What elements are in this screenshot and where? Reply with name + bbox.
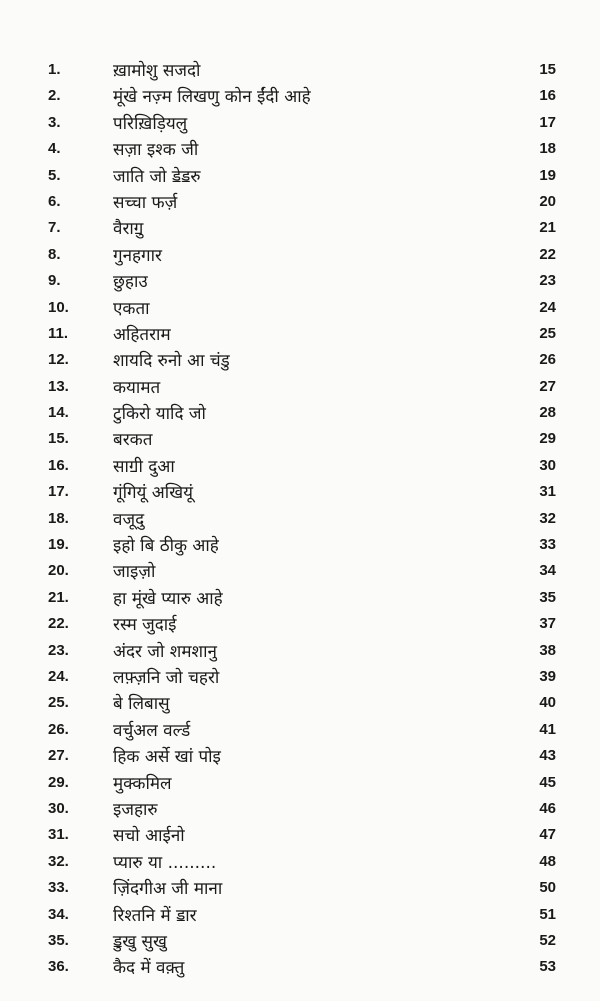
toc-entry-page-number: 32 bbox=[539, 509, 556, 527]
toc-entry-page-number: 22 bbox=[539, 245, 556, 263]
toc-entry bbox=[0, 955, 600, 981]
toc-entry-title: अहितराम bbox=[113, 324, 171, 345]
toc-entry-page-number: 37 bbox=[539, 615, 556, 633]
toc-entry-title: बरकत bbox=[113, 430, 153, 451]
toc-entry bbox=[0, 322, 600, 348]
toc-entry-page-number: 17 bbox=[539, 113, 556, 131]
toc-entry-page-number: 53 bbox=[539, 958, 556, 976]
toc-entry-page-number: 20 bbox=[539, 192, 556, 210]
toc-entry-title: टुकिरो यादि जो bbox=[113, 404, 206, 425]
toc-entry-title: सच्चा फर्ज़ bbox=[113, 192, 178, 213]
toc-entry-page-number: 50 bbox=[539, 879, 556, 897]
toc-entry-page-number: 23 bbox=[539, 272, 556, 290]
toc-entry-page-number: 52 bbox=[539, 931, 556, 949]
toc-entry-number: 15. bbox=[48, 430, 69, 448]
toc-entry bbox=[0, 876, 600, 902]
toc-entry-number: 3. bbox=[48, 113, 61, 131]
toc-entry-number: 16. bbox=[48, 456, 69, 474]
toc-entry bbox=[0, 137, 600, 163]
toc-entry bbox=[0, 84, 600, 110]
toc-entry bbox=[0, 665, 600, 691]
toc-entry-page-number: 38 bbox=[539, 641, 556, 659]
toc-entry-number: 21. bbox=[48, 588, 69, 606]
toc-entry bbox=[0, 480, 600, 506]
toc-entry-title: ज़िंदगीअ जी माना bbox=[113, 879, 223, 900]
toc-entry-number: 9. bbox=[48, 272, 61, 290]
toc-entry-page-number: 27 bbox=[539, 377, 556, 395]
toc-entry bbox=[0, 797, 600, 823]
toc-entry bbox=[0, 507, 600, 533]
toc-entry bbox=[0, 612, 600, 638]
toc-entry-title: एकता bbox=[113, 298, 150, 319]
toc-entry-page-number: 48 bbox=[539, 852, 556, 870]
toc-entry-number: 33. bbox=[48, 879, 69, 897]
toc-entry bbox=[0, 375, 600, 401]
toc-entry-number: 8. bbox=[48, 245, 61, 263]
toc-entry-title: ॾुखु सुखु bbox=[113, 931, 167, 952]
toc-entry bbox=[0, 296, 600, 322]
toc-entry-number: 34. bbox=[48, 905, 69, 923]
toc-entry-number: 23. bbox=[48, 641, 69, 659]
toc-entry-title: हा मूंखे प्यारु आहे bbox=[113, 588, 223, 609]
toc-entry-title: साॻी दुआ bbox=[113, 456, 175, 477]
toc-entry-title: प्यारु या ......... bbox=[113, 852, 217, 873]
toc-entry-page-number: 21 bbox=[539, 219, 556, 237]
toc-list bbox=[0, 58, 600, 982]
toc-entry-number: 25. bbox=[48, 694, 69, 712]
toc-entry-page-number: 19 bbox=[539, 166, 556, 184]
toc-entry-page-number: 47 bbox=[539, 826, 556, 844]
toc-entry-page-number: 26 bbox=[539, 351, 556, 369]
toc-entry-number: 36. bbox=[48, 958, 69, 976]
toc-entry bbox=[0, 111, 600, 137]
toc-entry bbox=[0, 454, 600, 480]
toc-entry-title: मूंखे नज़्म लिखणु कोन ईंदी आहे bbox=[113, 87, 311, 108]
toc-entry-page-number: 39 bbox=[539, 667, 556, 685]
toc-entry-title: परिख़िड़ियलु bbox=[113, 113, 188, 134]
toc-entry bbox=[0, 639, 600, 665]
toc-entry-title: बे लिबासु bbox=[113, 694, 170, 715]
toc-entry-number: 29. bbox=[48, 773, 69, 791]
toc-entry-number: 18. bbox=[48, 509, 69, 527]
toc-entry-page-number: 31 bbox=[539, 483, 556, 501]
toc-entry-page-number: 28 bbox=[539, 404, 556, 422]
toc-entry bbox=[0, 216, 600, 242]
toc-entry bbox=[0, 586, 600, 612]
toc-entry-page-number: 46 bbox=[539, 799, 556, 817]
toc-entry-title: जाति जो ॾेॾरु bbox=[113, 166, 201, 187]
toc-entry bbox=[0, 243, 600, 269]
toc-entry-page-number: 43 bbox=[539, 747, 556, 765]
toc-entry bbox=[0, 691, 600, 717]
toc-entry-number: 5. bbox=[48, 166, 61, 184]
toc-entry bbox=[0, 427, 600, 453]
toc-entry-title: कयामत bbox=[113, 377, 161, 398]
toc-entry-title: इहो बि ठीकु आहे bbox=[113, 536, 219, 557]
toc-entry-number: 24. bbox=[48, 667, 69, 685]
toc-entry-number: 30. bbox=[48, 799, 69, 817]
toc-entry-title: शायदि रुनो आ चंडु bbox=[113, 351, 230, 372]
toc-entry-number: 4. bbox=[48, 140, 61, 158]
toc-entry-page-number: 45 bbox=[539, 773, 556, 791]
toc-entry-title: रिश्तनि में ॾार bbox=[113, 905, 197, 926]
toc-entry-number: 7. bbox=[48, 219, 61, 237]
toc-entry-title: ख़ामोशु सजदो bbox=[113, 61, 201, 81]
toc-entry-number: 14. bbox=[48, 404, 69, 422]
toc-entry-page-number: 51 bbox=[539, 905, 556, 923]
toc-entry bbox=[0, 164, 600, 190]
toc-entry-page-number: 25 bbox=[539, 324, 556, 342]
toc-entry-title: रस्म जुदाई bbox=[113, 615, 177, 636]
toc-entry bbox=[0, 401, 600, 427]
toc-entry-title: इजहारु bbox=[113, 799, 158, 820]
toc-entry-title: जाइज़ो bbox=[113, 562, 156, 583]
toc-entry bbox=[0, 559, 600, 585]
toc-entry-title: गूंगियूं अखियूं bbox=[113, 483, 193, 504]
toc-entry-title: सज़ा इश्क जी bbox=[113, 140, 199, 161]
toc-entry-title: छुहाउ bbox=[113, 272, 148, 293]
toc-entry bbox=[0, 348, 600, 374]
toc-entry-title: अंदर जो शमशानु bbox=[113, 641, 217, 662]
toc-entry-number: 1. bbox=[48, 61, 61, 78]
toc-entry-number: 20. bbox=[48, 562, 69, 580]
toc-entry bbox=[0, 903, 600, 929]
toc-entry bbox=[0, 269, 600, 295]
toc-entry-title: सचो आईनो bbox=[113, 826, 185, 847]
toc-entry-page-number: 33 bbox=[539, 536, 556, 554]
toc-entry-number: 10. bbox=[48, 298, 69, 316]
toc-entry-number: 6. bbox=[48, 192, 61, 210]
toc-entry bbox=[0, 190, 600, 216]
toc-entry-page-number: 30 bbox=[539, 456, 556, 474]
toc-entry bbox=[0, 823, 600, 849]
toc-entry-page-number: 41 bbox=[539, 720, 556, 738]
toc-entry-title: हिक अर्से खां पोइ bbox=[113, 747, 221, 768]
toc-entry-number: 22. bbox=[48, 615, 69, 633]
toc-entry-title: वजूदु bbox=[113, 509, 145, 530]
toc-entry-title: मुक्कमिल bbox=[113, 773, 172, 794]
toc-entry-page-number: 40 bbox=[539, 694, 556, 712]
toc-entry-number: 13. bbox=[48, 377, 69, 395]
toc-entry-number: 19. bbox=[48, 536, 69, 554]
toc-entry bbox=[0, 929, 600, 955]
toc-entry-page-number: 18 bbox=[539, 140, 556, 158]
toc-entry-title: गुनहगार bbox=[113, 245, 162, 266]
toc-entry bbox=[0, 771, 600, 797]
toc-entry-number: 31. bbox=[48, 826, 69, 844]
toc-entry bbox=[0, 58, 600, 84]
toc-entry-number: 27. bbox=[48, 747, 69, 765]
toc-entry-page-number: 35 bbox=[539, 588, 556, 606]
toc-entry bbox=[0, 850, 600, 876]
toc-entry-title: वैराॻु bbox=[113, 219, 144, 240]
toc-entry-page-number: 15 bbox=[539, 61, 556, 78]
toc-entry-title: कैद में वक़्तु bbox=[113, 958, 185, 979]
toc-entry-number: 2. bbox=[48, 87, 61, 105]
toc-entry-number: 32. bbox=[48, 852, 69, 870]
toc-entry bbox=[0, 533, 600, 559]
toc-entry-page-number: 29 bbox=[539, 430, 556, 448]
toc-entry-page-number: 24 bbox=[539, 298, 556, 316]
toc-entry-number: 12. bbox=[48, 351, 69, 369]
toc-entry-number: 11. bbox=[48, 324, 69, 342]
toc-entry bbox=[0, 744, 600, 770]
toc-entry-title: वर्चुअल वर्ल्ड bbox=[113, 720, 191, 741]
toc-entry-page-number: 34 bbox=[539, 562, 556, 580]
toc-entry bbox=[0, 718, 600, 744]
toc-entry-number: 26. bbox=[48, 720, 69, 738]
toc-entry-number: 35. bbox=[48, 931, 69, 949]
toc-entry-page-number: 16 bbox=[539, 87, 556, 105]
toc-entry-number: 17. bbox=[48, 483, 69, 501]
toc-entry-title: लफ़्ज़नि जो चहरो bbox=[113, 667, 220, 688]
